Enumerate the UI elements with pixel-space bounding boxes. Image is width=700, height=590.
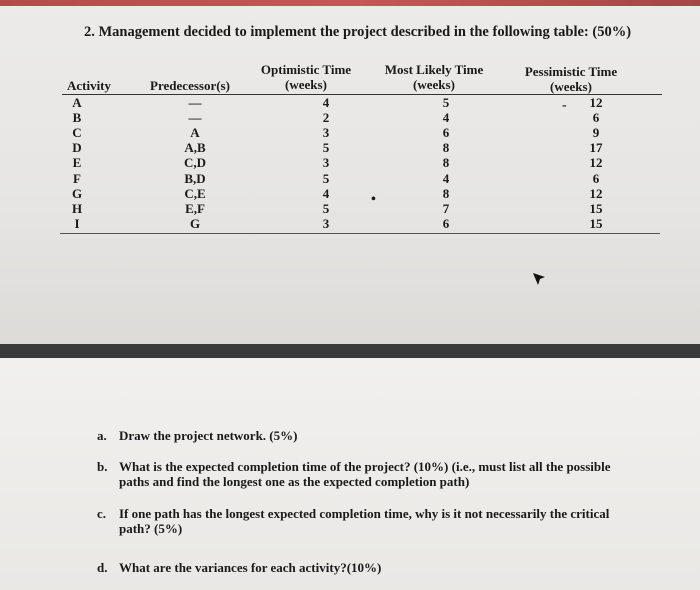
- cell-pessimistic: 12: [589, 185, 603, 201]
- cell-activity: B: [72, 110, 82, 126]
- header-pessimistic-line2: (weeks): [550, 79, 592, 94]
- cell-optimistic: 4: [322, 95, 330, 110]
- cell-activity: G: [71, 185, 83, 201]
- cell-pessimistic: 6: [592, 170, 600, 186]
- subquestion-b-label: b.: [97, 459, 108, 474]
- cell-predecessor: A: [190, 125, 200, 141]
- header-likely-line2: (weeks): [413, 77, 455, 92]
- table-row: [0, 202, 700, 217]
- cell-activity: C: [72, 125, 82, 141]
- subquestion-d-text: What are the variances for each activity?(10%): [119, 560, 382, 575]
- cell-optimistic: 4: [322, 185, 330, 201]
- cell-predecessor: A,B: [184, 140, 206, 156]
- cell-likely: 5: [442, 95, 450, 110]
- subquestion-b: [97, 459, 657, 489]
- cell-likely: 8: [442, 140, 450, 156]
- table-row: [0, 217, 700, 232]
- table-row: [0, 126, 700, 141]
- cell-likely: 8: [442, 155, 450, 171]
- subquestion-c-label: c.: [97, 506, 107, 521]
- cell-likely: 6: [442, 215, 450, 231]
- table-row: [0, 172, 700, 187]
- cell-pessimistic: 12: [589, 95, 603, 110]
- cell-pessimistic: 12: [589, 155, 603, 171]
- page-divider-band: [0, 344, 700, 358]
- subquestion-d: [97, 560, 657, 575]
- cell-predecessor: C,D: [183, 155, 207, 171]
- cell-pessimistic: 15: [589, 215, 603, 231]
- cell-likely: 4: [442, 110, 450, 126]
- cell-optimistic: 3: [322, 155, 330, 171]
- cell-optimistic: 5: [322, 200, 330, 216]
- table-bottom-rule: [60, 233, 660, 234]
- cell-optimistic: 2: [322, 110, 330, 126]
- cell-activity: I: [74, 215, 80, 231]
- cell-pessimistic: 6: [592, 110, 600, 126]
- cell-activity: H: [71, 200, 83, 216]
- header-pessimistic-line1: Pessimistic Time: [524, 64, 618, 79]
- cell-likely: 7: [442, 200, 450, 216]
- header-rule: [62, 94, 662, 95]
- subquestion-c: [97, 506, 657, 536]
- cell-optimistic: 3: [322, 125, 330, 141]
- cell-likely: 6: [442, 125, 450, 141]
- table-row: [0, 156, 700, 171]
- cell-predecessor: C,E: [184, 185, 206, 201]
- cell-optimistic: 3: [322, 215, 330, 231]
- cell-predecessor: —: [188, 110, 202, 126]
- cell-pessimistic: 9: [592, 125, 600, 141]
- subquestion-a-text: Draw the project network. (5%): [119, 428, 298, 443]
- cell-optimistic: 5: [322, 140, 330, 156]
- cell-activity: D: [72, 140, 82, 156]
- header-likely-line1: Most Likely Time: [384, 62, 484, 77]
- header-activity: Activity: [66, 78, 112, 93]
- cell-activity: F: [73, 170, 81, 186]
- table-row: [0, 187, 700, 202]
- table-row: [0, 141, 700, 156]
- cell-activity: A: [72, 95, 82, 110]
- mouse-pointer-icon: [532, 272, 546, 286]
- subquestion-a: [97, 428, 657, 443]
- header-predecessor: Predecessor(s): [150, 78, 230, 93]
- subquestion-c-text: If one path has the longest expected completion time, why is it not necessarily the critical path? (5%): [119, 506, 610, 536]
- cell-activity: E: [72, 155, 82, 171]
- table-row: [0, 111, 700, 126]
- header-optimistic-line2: (weeks): [285, 77, 327, 92]
- header-optimistic-line1: Optimistic Time: [260, 62, 352, 77]
- cell-likely: 4: [442, 170, 450, 186]
- cell-pessimistic: 17: [589, 140, 603, 156]
- subquestion-a-label: a.: [97, 428, 107, 443]
- cell-pessimistic: 15: [589, 200, 603, 216]
- stray-dash-mark: -: [562, 98, 567, 113]
- question-title: 2. Management decided to implement the project described in the following table: (50%): [84, 24, 632, 40]
- subquestion-d-label: d.: [97, 560, 108, 575]
- table-row: [0, 96, 700, 111]
- cell-predecessor: B,D: [184, 170, 206, 186]
- cell-optimistic: 5: [322, 170, 330, 186]
- page-top-edge: [0, 0, 700, 6]
- cell-predecessor: E,F: [185, 200, 205, 216]
- cell-predecessor: G: [189, 215, 201, 231]
- subquestion-b-text: What is the expected completion time of the project? (10%) (i.e., must list all the possible paths and find the longest one as the expected completion path): [119, 459, 611, 489]
- cell-likely: 8: [442, 185, 450, 201]
- stray-dot-mark: •: [371, 192, 376, 207]
- cell-predecessor: —: [188, 95, 202, 110]
